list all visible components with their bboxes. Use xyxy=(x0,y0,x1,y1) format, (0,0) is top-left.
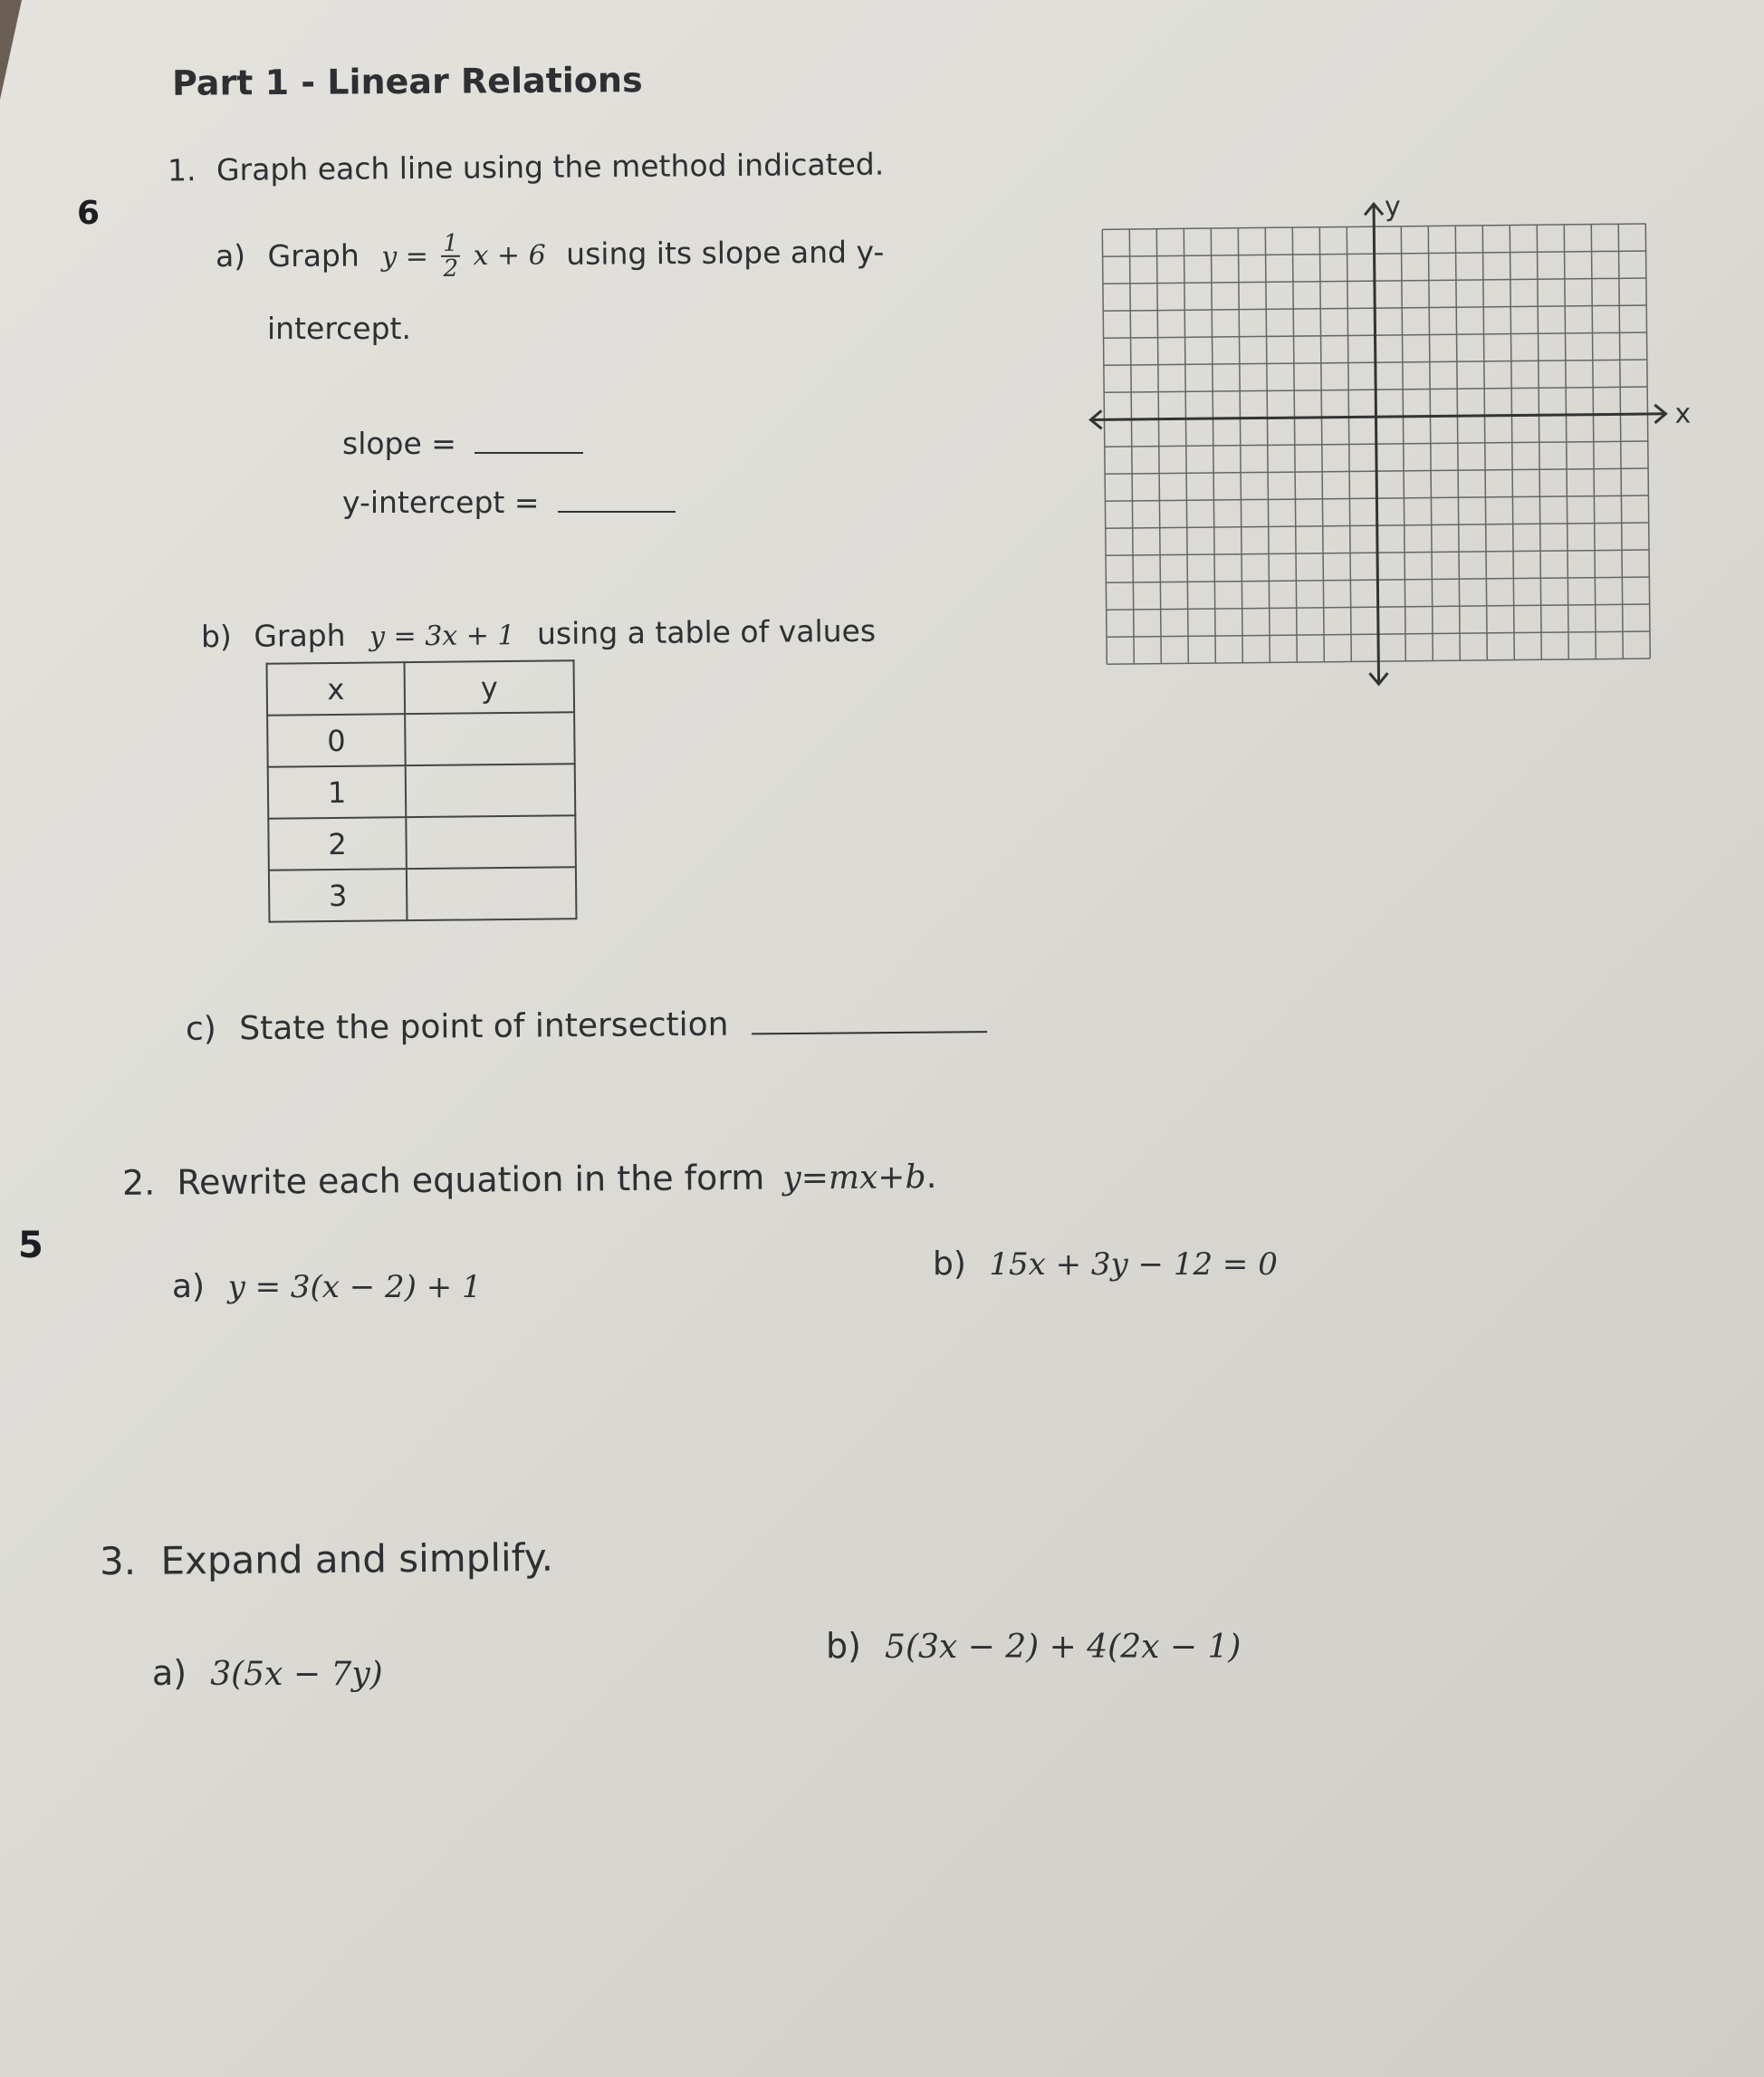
q1-number: 1. xyxy=(167,152,197,188)
q1a-frac-den: 2 xyxy=(443,255,459,283)
q1a-frac-num: 1 xyxy=(443,229,459,257)
table-cell-y[interactable] xyxy=(405,712,575,765)
y-axis-label: y xyxy=(1384,190,1402,224)
q3-prompt: Expand and simplify. xyxy=(160,1534,554,1583)
yint-blank[interactable] xyxy=(558,511,676,513)
q3-prompt-line xyxy=(100,1535,553,1583)
table-of-values xyxy=(266,659,578,923)
q1c-line xyxy=(186,1004,987,1048)
slope-label: slope = xyxy=(342,426,456,461)
q1c-text: State the point of intersection xyxy=(239,1005,729,1048)
slope-blank[interactable] xyxy=(475,452,583,454)
q3a-expression: 3(5x − 7y) xyxy=(210,1656,383,1693)
q3a-label: a) xyxy=(152,1653,187,1693)
q2-form: y=mx+b xyxy=(782,1159,926,1197)
q2-number: 2. xyxy=(121,1162,156,1203)
page-corner-shadow xyxy=(0,0,22,100)
table-cell-x: 0 xyxy=(267,714,406,767)
q1b-text-before: Graph xyxy=(254,617,346,654)
q3b-label: b) xyxy=(826,1626,861,1666)
slope-answer-line xyxy=(342,426,583,461)
q3b-expression: 5(3x − 2) + 4(2x − 1) xyxy=(885,1629,1242,1666)
q2a-equation: y = 3(x − 2) + 1 xyxy=(227,1269,482,1305)
q1a-text-before: Graph xyxy=(267,236,360,274)
table-row xyxy=(267,712,575,767)
q1b-equation: y = 3x + 1 xyxy=(369,620,515,653)
table-row xyxy=(268,815,576,870)
q1b-label: b) xyxy=(200,618,233,655)
table-cell-y[interactable] xyxy=(406,815,576,869)
q1a-eq-rhs: x + 6 xyxy=(473,239,546,273)
q3-number: 3. xyxy=(99,1538,137,1584)
yint-answer-line xyxy=(342,485,676,520)
q2a-label: a) xyxy=(172,1268,206,1305)
q2b-line xyxy=(933,1245,1278,1283)
q2b-equation: 15x + 3y − 12 = 0 xyxy=(989,1246,1278,1283)
table-cell-y[interactable] xyxy=(407,867,577,920)
table-header-y: y xyxy=(405,660,575,714)
q3b-line xyxy=(826,1626,1241,1666)
q1a-text-after: using its slope and y- xyxy=(566,233,885,272)
q3a-line xyxy=(152,1653,383,1693)
table-header-row xyxy=(267,660,575,716)
yint-label: y-intercept = xyxy=(342,485,540,520)
q1b-text-after: using a table of values xyxy=(536,612,877,652)
q2b-label: b) xyxy=(933,1245,966,1283)
table-row xyxy=(268,764,576,819)
x-axis xyxy=(1090,414,1665,420)
table-cell-x: 1 xyxy=(268,765,407,819)
q1a-eq-lhs: y = xyxy=(381,240,429,273)
q1a-line2: intercept. xyxy=(267,311,411,346)
table-cell-x: 2 xyxy=(268,817,407,870)
q1a-fraction xyxy=(441,229,460,283)
table-header-x: x xyxy=(267,662,406,716)
q1b-line xyxy=(201,613,876,655)
margin-mark-q2: 5 xyxy=(18,1225,43,1266)
page-title: Part 1 - Linear Relations xyxy=(171,60,643,103)
q1a-label: a) xyxy=(215,237,246,274)
coordinate-grid[interactable] xyxy=(1079,187,1701,736)
table-cell-y[interactable] xyxy=(406,764,576,817)
table-row xyxy=(269,867,577,922)
x-axis-label: x xyxy=(1674,398,1692,430)
q2a-line xyxy=(172,1268,482,1305)
q2-prompt-line xyxy=(122,1156,937,1203)
margin-mark-q1: 6 xyxy=(77,195,101,232)
q2-prompt: Rewrite each equation in the form xyxy=(177,1157,765,1203)
table-cell-x: 3 xyxy=(269,869,407,922)
q1-prompt: Graph each line using the method indicated. xyxy=(216,146,885,188)
q1a-line1 xyxy=(216,228,885,282)
intersection-blank[interactable] xyxy=(752,1031,987,1034)
q2-period: . xyxy=(925,1156,937,1197)
q1-prompt-line xyxy=(168,147,885,188)
q1c-label: c) xyxy=(185,1010,217,1048)
